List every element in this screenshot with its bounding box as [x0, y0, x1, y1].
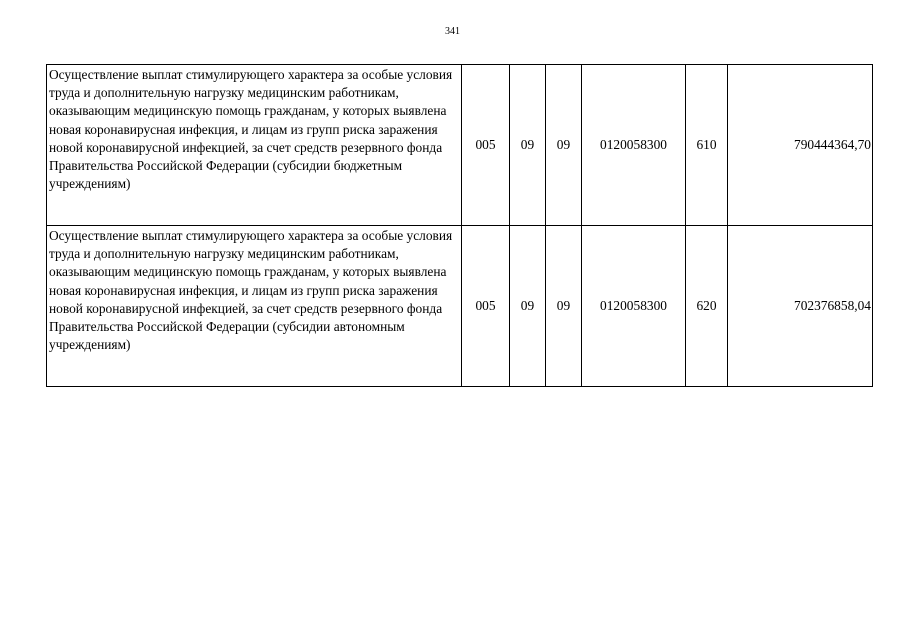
table-row	[47, 65, 873, 226]
subsection-code: 09	[546, 65, 582, 226]
expense-description: Осуществление выплат стимулирующего характера за особые условия труда и дополнительную нагрузку медицинским работникам, оказывающим медицинскую помощь гражданам, у которых выявлена новая коронавирусная инфекция, и лицам из групп риска заражения новой коронавирусной инфекцией, за счет средств резервного фонда Правительства Российской Федерации (субсидии бюджетным учреждениям)	[47, 65, 462, 226]
target-article-code: 0120058300	[582, 226, 686, 387]
expense-type-code: 620	[686, 226, 728, 387]
ministry-code: 005	[462, 226, 510, 387]
amount-value: 702376858,04	[728, 226, 873, 387]
target-article-code: 0120058300	[582, 65, 686, 226]
ministry-code: 005	[462, 65, 510, 226]
section-code: 09	[510, 226, 546, 387]
subsection-code: 09	[546, 226, 582, 387]
amount-value: 790444364,70	[728, 65, 873, 226]
section-code: 09	[510, 65, 546, 226]
budget-table	[46, 64, 873, 387]
page-number: 341	[445, 26, 460, 37]
expense-description: Осуществление выплат стимулирующего характера за особые условия труда и дополнительную нагрузку медицинским работникам, оказывающим медицинскую помощь гражданам, у которых выявлена новая коронавирусная инфекция, и лицам из групп риска заражения новой коронавирусной инфекцией, за счет средств резервного фонда Правительства Российской Федерации (субсидии автономным учреждениям)	[47, 226, 462, 387]
expense-type-code: 610	[686, 65, 728, 226]
table-row	[47, 226, 873, 387]
